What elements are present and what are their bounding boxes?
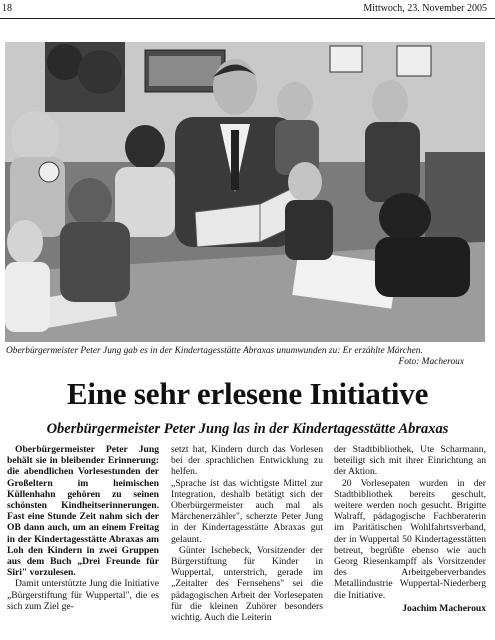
classroom-photo-icon — [5, 42, 485, 342]
body-paragraph: Günter Ischebeck, Vorsitzender der Bürgerstiftung für Kinder in Wuppertal, unterstrich, gerade im „Zeitalter des Fernsehens" sei die pädagogischen Arbeit der Vorlesepaten für die kleinen Zuhörer besonders wichtig. Auch die Leiterin — [171, 544, 323, 624]
article-column-3 — [334, 444, 486, 614]
quote-paragraph: „Sprache ist das wichtigste Mittel zur Integration, deshalb betätigt sich der Oberbürgermeister auch mal als Märchenerzähler", scherzte Peter Jung in der Kindertagesstätte Abraxas gut gelaunt. — [171, 477, 323, 545]
article-photo — [5, 42, 485, 342]
body-paragraph: der Stadtbibliothek, Ute Scharmann, beteiligt sich mit ihrer Einrichtung an der Aktion. — [334, 444, 486, 478]
headline: Eine sehr erlesene Initiative — [66, 376, 429, 411]
article-column-1 — [7, 444, 159, 612]
lead-paragraph: Oberbürgermeister Peter Jung behält sie in bleibender Erinnerung: die abendlichen Vorlesestunden der Großeltern im heimischen Küllenhahn gehören zu seinen schönsten Kindheitserinnerungen. Fast eine Stunde Zeit nahm sich der OB dann auch, um an einem Freitag in der Kindertagesstätte Abraxas am Loh den Kindern in zwei Gruppen aus dem Buch „Drei Freunde für Siri" vorzulesen. — [7, 444, 159, 579]
body-paragraph: Damit unterstützte Jung die Initiative „Bürgerstiftung für Wuppertal", die es sich zum Ziel ge- — [7, 578, 159, 612]
subheadline: Oberbürgermeister Peter Jung las in der Kindertagesstätte Abraxas — [46, 421, 449, 437]
photo-caption — [6, 346, 484, 368]
body-paragraph: 20 Vorlesepaten wurden in der Stadtbibliothek bereits geschult, weitere werden noch gesucht. Brigitte Walraff, pädagogische Fachberaterin im Paritätischen Wohlfahrtsverband, der in Wuppertal 50 Kindertagesstätten betreut, begrüßte ebenso wie auch Georg Riesenkampff als Vorsitzender des Arbeitgeberverbandes Metallindustrie Wuppertal-Niederberg die Initiative. — [334, 477, 486, 601]
page-header — [0, 0, 495, 19]
photo-credit: Foto: Macheroux — [398, 357, 464, 367]
body-paragraph: setzt hat, Kindern durch das Vorlesen bei der sprachlichen Entwicklung zu helfen. — [171, 444, 323, 478]
page-number: 18 — [2, 3, 12, 14]
author-byline: Joachim Macheroux — [402, 602, 486, 614]
edition-date: Mittwoch, 23. November 2005 — [363, 3, 487, 14]
caption-text: Oberbürgermeister Peter Jung gab es in der Kindertagesstätte Abraxas unumwunden zu: Er erzählte Märchen. — [6, 346, 423, 356]
article-column-2 — [171, 444, 323, 623]
